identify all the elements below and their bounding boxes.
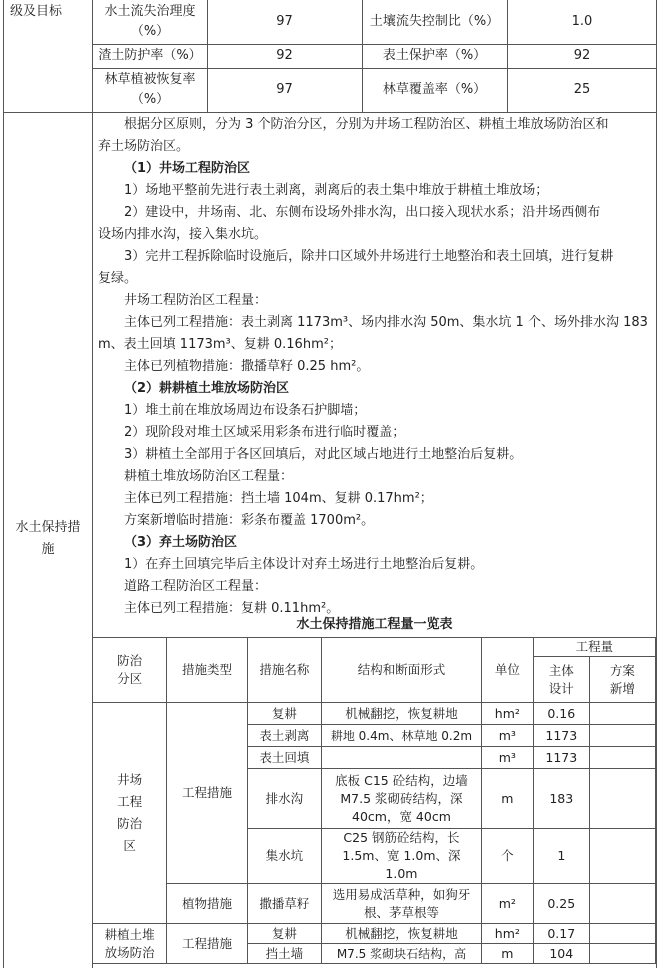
measure-form: 机械翻挖，恢复耕地 xyxy=(322,703,482,725)
measure-new xyxy=(589,884,655,924)
measure-new xyxy=(589,769,655,829)
measure-new xyxy=(589,725,655,747)
measure-main: 0.16 xyxy=(533,703,589,725)
top-table-line xyxy=(3,112,657,113)
measure-main: 0.25 xyxy=(533,884,589,924)
header-qty-new: 方案新增 xyxy=(589,657,655,703)
metric-value: 97 xyxy=(276,82,293,97)
measure-new xyxy=(589,703,655,725)
measure-unit: hm² xyxy=(481,703,533,725)
paragraph: 根据分区原则，分为 3 个防治分区，分别为井场工程防治区、耕植土堆放场防治区和 xyxy=(124,117,609,132)
measure-unit: m² xyxy=(481,884,533,924)
paragraph: 主体已列工程措施：复耕 0.11hm²。 xyxy=(124,601,340,616)
paragraph: 主体已列工程措施：表土剥离 1173m³、场内排水沟 50m、集水坑 1 个、场外排水沟 183 xyxy=(124,315,648,330)
measure-form: 机械翻挖，恢复耕地 xyxy=(322,924,482,944)
measure-new xyxy=(589,924,655,944)
metric-label: 土壤流失控制比（%） xyxy=(369,14,500,29)
metric-value: 25 xyxy=(573,82,591,97)
measure-form: M7.5 浆砌块石结构，高 xyxy=(322,944,482,964)
measure-unit: 个 xyxy=(481,829,533,884)
paragraph: m、表土回填 1173m³、复耕 0.16hm²； xyxy=(98,337,342,352)
table-title: 水土保持措施工程量一览表 xyxy=(296,617,453,632)
measure-main: 104 xyxy=(533,944,589,964)
metric-value: 92 xyxy=(276,48,293,63)
paragraph: 弃土场防治区。 xyxy=(98,139,190,154)
measure-main: 183 xyxy=(533,769,589,829)
header-zone: 防治分区 xyxy=(93,638,167,703)
header-qty: 工程量 xyxy=(533,638,655,657)
paragraph: 2）建设中，井场南、北、东侧布设场外排水沟，出口接入现状水系；沿井场西侧布 xyxy=(124,205,601,220)
measure-name: 集水坑 xyxy=(247,829,321,884)
paragraph: 3）耕植土全部用于各区回填后，对此区域占地进行土地整治后复耕。 xyxy=(124,447,523,462)
measure-new xyxy=(589,944,655,964)
measure-form: 选用易成活草种，如狗牙根、茅草根等 xyxy=(322,884,482,924)
metric-label: 水土流失治理度 xyxy=(104,4,196,19)
paragraph: 主体已列植物措施：撒播草籽 0.25 hm²。 xyxy=(124,359,370,374)
measure-name: 排水沟 xyxy=(247,769,321,829)
row-label: 级及目标 xyxy=(10,4,63,19)
measure-new xyxy=(589,829,655,884)
header-form: 结构和断面形式 xyxy=(322,638,482,703)
metric-label: 表土保护率（%） xyxy=(382,48,487,63)
metric-value: 92 xyxy=(573,48,591,63)
metric-label: 渣土防护率（%） xyxy=(98,48,202,63)
measure-name: 挡土墙 xyxy=(247,944,321,964)
header-type: 措施类型 xyxy=(167,638,247,703)
paragraph: 道路工程防治区工程量： xyxy=(124,579,268,594)
top-table-line xyxy=(92,68,657,69)
metric-label: （%） xyxy=(130,92,170,107)
paragraph: 耕植土堆放场防治区工程量： xyxy=(124,469,294,484)
metric-label: 林草植被恢复率 xyxy=(104,72,196,87)
type-cell: 植物措施 xyxy=(167,884,247,924)
measure-form: 耕地 0.4m、林草地 0.2m xyxy=(322,725,482,747)
paragraph: 1）在弃土回填完毕后主体设计对弃土场进行土地整治后复耕。 xyxy=(124,557,484,572)
metric-label: （%） xyxy=(130,24,170,39)
section-label: 水土保持措 xyxy=(15,520,81,535)
metric-value: 1.0 xyxy=(571,14,593,29)
header-qty-main: 主体设计 xyxy=(533,657,589,703)
measure-form: C25 钢筋砼结构，长 1.5m、宽 1.0m、深 1.0m xyxy=(322,829,482,884)
type-cell: 工程措施 xyxy=(167,703,247,884)
measure-main: 1 xyxy=(533,829,589,884)
measures-table xyxy=(92,637,656,964)
measure-unit: m³ xyxy=(481,725,533,747)
measure-main: 1173 xyxy=(533,725,589,747)
paragraph: 3）完井工程拆除临时设施后，除井口区域外井场进行土地整治和表土回填，进行复耕 xyxy=(124,249,614,264)
measure-name: 表土剥离 xyxy=(247,725,321,747)
measure-new xyxy=(589,747,655,769)
measure-main: 1173 xyxy=(533,747,589,769)
header-name: 措施名称 xyxy=(247,638,321,703)
paragraph: 1）场地平整前先进行表土剥离，剥离后的表土集中堆放于耕植土堆放场； xyxy=(124,183,549,198)
paragraph: 井场工程防治区工程量： xyxy=(124,293,268,308)
measure-unit: m³ xyxy=(481,747,533,769)
measure-form: 底板 C15 砼结构，边墙 M7.5 浆砌砖结构，深 40cm，宽 40cm xyxy=(322,769,482,829)
header-unit: 单位 xyxy=(481,638,533,703)
subheading: （1）井场工程防治区 xyxy=(124,161,251,176)
measure-main: 0.17 xyxy=(533,924,589,944)
measure-form xyxy=(322,747,482,769)
measure-unit: hm² xyxy=(481,924,533,944)
measure-name: 撒播草籽 xyxy=(247,884,321,924)
type-cell: 工程措施 xyxy=(167,924,247,964)
measure-name: 表土回填 xyxy=(247,747,321,769)
paragraph: 1）堆土前在堆放场周边布设条石护脚墙； xyxy=(124,403,367,418)
metric-value: 97 xyxy=(276,14,293,29)
paragraph: 方案新增临时措施：彩条布覆盖 1700m²。 xyxy=(124,513,375,528)
section-label: 施 xyxy=(41,542,55,557)
subheading: （2）耕耕植土堆放场防治区 xyxy=(124,381,290,396)
paragraph: 主体已列工程措施：挡土墙 104m、复耕 0.17hm²； xyxy=(124,491,433,506)
paragraph: 2）现阶段对堆土区域采用彩条布进行临时覆盖； xyxy=(124,425,406,440)
zone-cell: 耕植土堆放场防治 xyxy=(93,924,167,964)
subheading: （3）弃土场防治区 xyxy=(124,535,238,550)
top-table-line xyxy=(92,44,657,45)
paragraph: 设场内排水沟，接入集水坑。 xyxy=(98,227,268,242)
measure-unit: m xyxy=(481,944,533,964)
paragraph: 复绿。 xyxy=(98,271,138,286)
measure-name: 复耕 xyxy=(247,924,321,944)
measure-unit: m xyxy=(481,769,533,829)
zone-cell: 井场工程防治区 xyxy=(93,703,167,924)
measure-name: 复耕 xyxy=(247,703,321,725)
metric-label: 林草覆盖率（%） xyxy=(382,82,487,97)
